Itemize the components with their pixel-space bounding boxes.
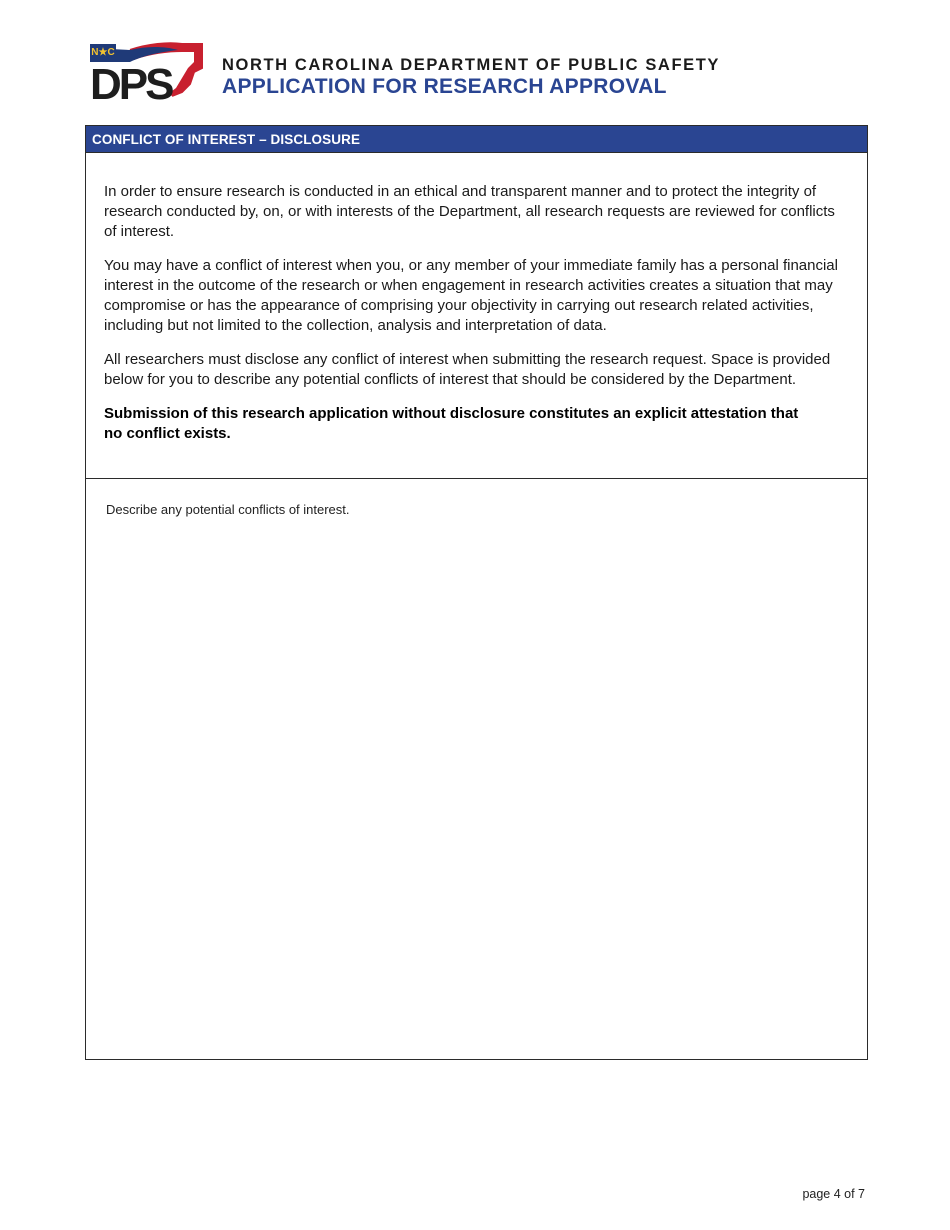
page-header bbox=[90, 42, 870, 102]
attestation-statement: Submission of this research application without disclosure constitutes an explicit attestation that no conflict exists. bbox=[104, 405, 799, 442]
agency-name: NORTH CAROLINA DEPARTMENT OF PUBLIC SAFETY bbox=[222, 56, 721, 74]
dps-logo-icon bbox=[90, 42, 204, 100]
instruction-paragraph: All researchers must disclose any conflict of interest when submitting the research request. Space is provided below for you to describe any potential conflicts of interest that should be considered by the Department. bbox=[104, 351, 831, 388]
instruction-paragraph: You may have a conflict of interest when you, or any member of your immediate family has a personal financial interest in the outcome of the research or when engagement in research activities creates a situation that may compromise or has the appearance of comprising your objectivity in carrying out research related activities, including but not limited to the collection, analysis and interpretation of data. bbox=[104, 257, 838, 334]
instruction-paragraph: In order to ensure research is conducted in an ethical and transparent manner and to protect the integrity of research conducted by, on, or with interests of the Department, all research requests are reviewed for conflicts of interest. bbox=[104, 183, 835, 240]
page-number: page 4 of 7 bbox=[802, 1187, 865, 1201]
conflict-of-interest-section bbox=[85, 125, 868, 1060]
section-title: CONFLICT OF INTEREST – DISCLOSURE bbox=[86, 126, 867, 152]
document-title: APPLICATION FOR RESEARCH APPROVAL bbox=[222, 75, 667, 98]
conflicts-description-label: Describe any potential conflicts of interest. bbox=[106, 502, 350, 517]
disclosure-instructions bbox=[86, 152, 867, 479]
logo-badge-text: N★C bbox=[91, 47, 115, 58]
logo-text: DPS bbox=[90, 60, 172, 100]
conflicts-description-field[interactable] bbox=[86, 479, 867, 517]
